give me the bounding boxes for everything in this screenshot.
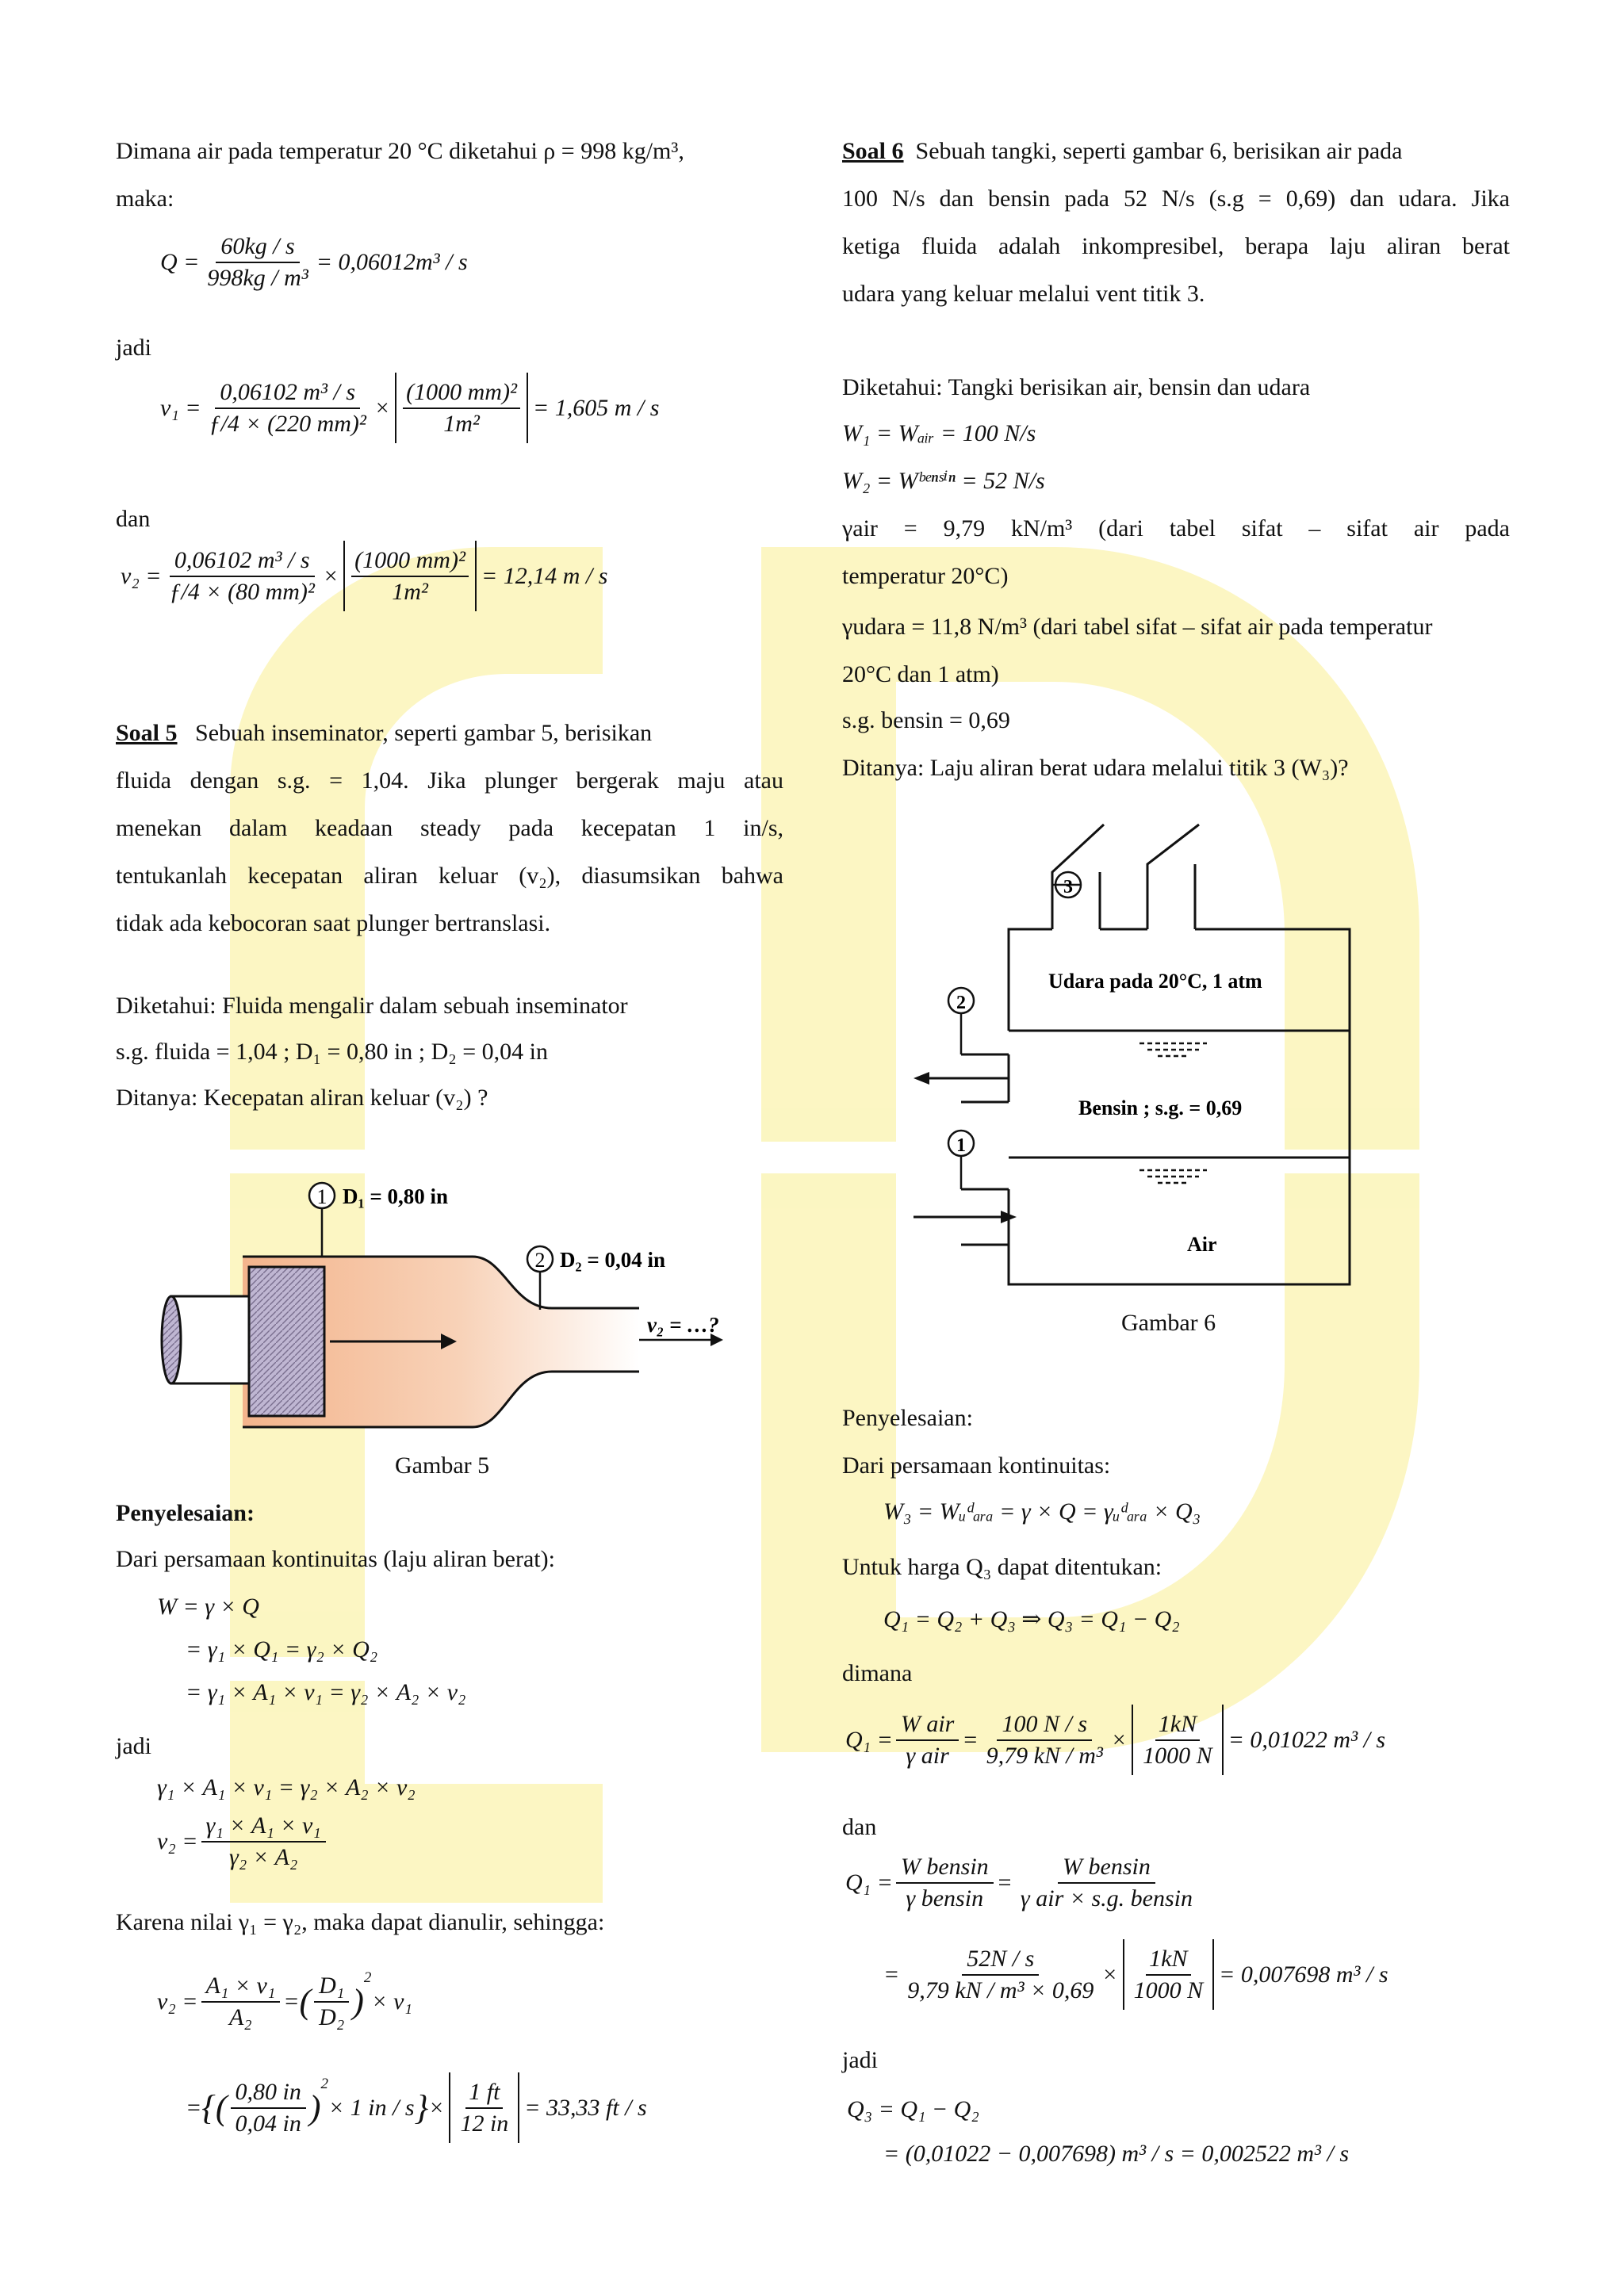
- eq-q3: = $\frac{52N / s}{\text{9,79 kN / m³ × 0,69}}$ × $\frac{1kN}{1000 N}$ = 0,007698 m³ / s: [883, 1939, 1388, 2010]
- jadi-label-2: jadi: [116, 1733, 151, 1759]
- eq-j2: v₂ = $\frac{\text{γ₁ × A₁ × v₁}}{\text{γ₂ × A₂}}$: [157, 1811, 329, 1872]
- given-gamma-udara: γudara = 11,8 N/m³ (dari tabel sifat – sifat air pada temperatur: [842, 614, 1433, 640]
- eq-r2: = (0,01022 − 0,007698) m³ / s = 0,002522 m³ / s: [883, 2141, 1350, 2167]
- given-w2: W₂ = Wᵇᵉⁿˢⁱⁿ = 52 N/s: [842, 468, 1045, 494]
- eq-j1: γ₁ × A₁ × v₁ = γ₂ × A₂ × v₂: [157, 1774, 416, 1800]
- dan-label: dan: [116, 506, 151, 532]
- plunger-rod: [171, 1296, 259, 1383]
- soal5-line: fluida dengan s.g. = 1,04. Jika plunger bergerak maju atau: [116, 767, 783, 794]
- diketahui-line: Diketahui: Tangki berisikan air, bensin dan udara: [842, 374, 1311, 400]
- penyelesaian-heading: Penyelesaian:: [842, 1405, 973, 1431]
- given-gamma-udara-cont: 20°C dan 1 atm): [842, 661, 999, 687]
- figure-6-tank: [956, 840, 1453, 1292]
- eq-e1: W₃ = Wᵤᵈₐᵣₐ = γ × Q = γᵤᵈₐᵣₐ × Q₃: [883, 1498, 1201, 1525]
- soal6-line: 100 N/s dan bensin pada 52 N/s (s.g = 0,69) dan udara. Jika: [842, 186, 1510, 212]
- given-w1: W₁ = Wₐᵢᵣ = 100 N/s: [842, 420, 1036, 446]
- continuity-intro: Dari persamaan kontinuitas (laju aliran berat):: [116, 1546, 555, 1572]
- soal6-line: udara yang keluar melalui vent titik 3.: [842, 281, 1205, 307]
- ditanya-line: Ditanya: Kecepatan aliran keluar (v₂) ?: [116, 1085, 488, 1111]
- jadi-label: jadi: [116, 335, 151, 361]
- eq-final-2: = {( $\frac{0,80 in}{0,04 in}$ ) $^2$ × 1 in / s } × $\frac{1 ft}{12 in}$ = 33,33 ft / s: [186, 2072, 647, 2143]
- v2-label: v₂ = …?: [647, 1313, 719, 1337]
- given-gamma-air-cont: temperatur 20°C): [842, 563, 1009, 589]
- intro-line: Dimana air pada temperatur 20 °C diketahui ρ = 998 kg/m³,: [116, 138, 684, 164]
- dimana-label: dimana: [842, 1660, 913, 1686]
- soal5-line: menekan dalam keadaan steady pada kecepatan 1 in/s,: [116, 815, 783, 841]
- diketahui-line: Diketahui: Fluida mengalir dalam sebuah inseminator: [116, 993, 628, 1019]
- eq-w3: = γ₁ × A₁ × v₁ = γ₂ × A₂ × v₂: [186, 1679, 466, 1705]
- continuity-intro: Dari persamaan kontinuitas:: [842, 1452, 1111, 1479]
- soal5-line: tidak ada kebocoran saat plunger bertranslasi.: [116, 910, 551, 936]
- eq-w1: W = γ × Q: [157, 1594, 259, 1620]
- figure-5-caption: Gambar 5: [395, 1452, 490, 1479]
- figure-5-inseminator: [155, 1165, 782, 1451]
- given-sg: s.g. bensin = 0,69: [842, 707, 1010, 733]
- eq-q2: Q₁ = $\frac{\text{W bensin}}{\text{γ bensin}}$ = $\frac{\text{W bensin}}{\text{γ air × s.g. bensin}}$: [845, 1854, 1193, 1911]
- eq-w2: = γ₁ × Q₁ = γ₂ × Q₂: [186, 1636, 378, 1663]
- dan-label: dan: [842, 1814, 877, 1840]
- udara-label: Udara pada 20°C, 1 atm: [1048, 970, 1262, 993]
- soal6-heading: Soal 6: [842, 138, 904, 164]
- given-values: s.g. fluida = 1,04 ; D₁ = 0,80 in ; D₂ = 0,04 in: [116, 1039, 548, 1065]
- ditanya-line: Ditanya: Laju aliran berat udara melalui titik 3 (W₃)?: [842, 755, 1349, 781]
- point-2-label: 2: [956, 993, 966, 1013]
- point-3-label: 3: [1063, 877, 1073, 897]
- intro-line-2: maka:: [116, 186, 174, 212]
- soal6-first-line: Soal 6 Sebuah tangki, seperti gambar 6, berisikan air pada: [842, 138, 1403, 164]
- bensin-label: Bensin ; s.g. = 0,69: [1078, 1096, 1243, 1119]
- given-gamma-air: γair = 9,79 kN/m³ (dari tabel sifat – sifat air pada: [842, 515, 1510, 541]
- jadi-label: jadi: [842, 2047, 878, 2073]
- penyelesaian-heading: Penyelesaian:: [116, 1500, 255, 1526]
- point-1-label: 1: [316, 1185, 327, 1208]
- soal5-heading: Soal 5: [116, 720, 178, 746]
- rod-end: [162, 1296, 181, 1383]
- soal6-line: ketiga fluida adalah inkompresibel, berapa laju aliran berat: [842, 233, 1510, 259]
- equation-v1: v₁ = $\frac{\text{0,06102 m³ / s}}{\text{ƒ/4 × (220 mm)²}}$ × $\frac{\text{(1000 mm)²}}{\text{1m²}}$ = 1,605 m / s: [160, 373, 659, 443]
- karena-line: Karena nilai γ₁ = γ₂, maka dapat dianulir, sehingga:: [116, 1909, 605, 1935]
- equation-v2: v₂ = $\frac{\text{0,06102 m³ / s}}{\text{ƒ/4 × (80 mm)²}}$ × $\frac{\text{(1000 mm)²}}{\text{1m²}}$ = 12,14 m / s: [121, 541, 607, 611]
- plunger-head: [249, 1267, 324, 1416]
- point-1-label: 1: [956, 1135, 966, 1156]
- eq-r1: Q₃ = Q₁ − Q₂: [847, 2096, 979, 2122]
- untuk-line: Untuk harga Q₃ dapat ditentukan:: [842, 1554, 1162, 1580]
- d2-label: D₂ = 0,04 in: [560, 1248, 665, 1272]
- eq-e2: Q₁ = Q₂ + Q₃ ⇒ Q₃ = Q₁ − Q₂: [883, 1606, 1180, 1632]
- soal5-first-line: Soal 5 Sebuah inseminator, seperti gambar 5, berisikan: [116, 720, 653, 746]
- equation-q: Q = $\frac{60kg / s}{\text{998kg / m³}}$ = 0,06012m³ / s: [160, 233, 468, 291]
- eq-q1: Q₁ = $\frac{\text{W air}}{\text{γ air}}$ = $\frac{100 N / s}{\text{9,79 kN / m³}}$ × $\frac{1kN}{1000 N}$ = 0,01022 m³ / s: [845, 1705, 1385, 1775]
- figure-6-caption: Gambar 6: [1121, 1310, 1216, 1336]
- d1-label: D₁ = 0,80 in: [343, 1184, 448, 1208]
- eq-final-1: v₂ = $\frac{\text{A₁ × v₁}}{\text{A₂}}$ = ( $\frac{\text{D₁}}{\text{D₂}}$ ) $^2$ × v₁: [157, 1969, 412, 2030]
- soal5-line: tentukanlah kecepatan aliran keluar (v₂), diasumsikan bahwa: [116, 863, 783, 889]
- point-2-label: 2: [534, 1249, 546, 1272]
- air-label: Air: [1187, 1233, 1217, 1256]
